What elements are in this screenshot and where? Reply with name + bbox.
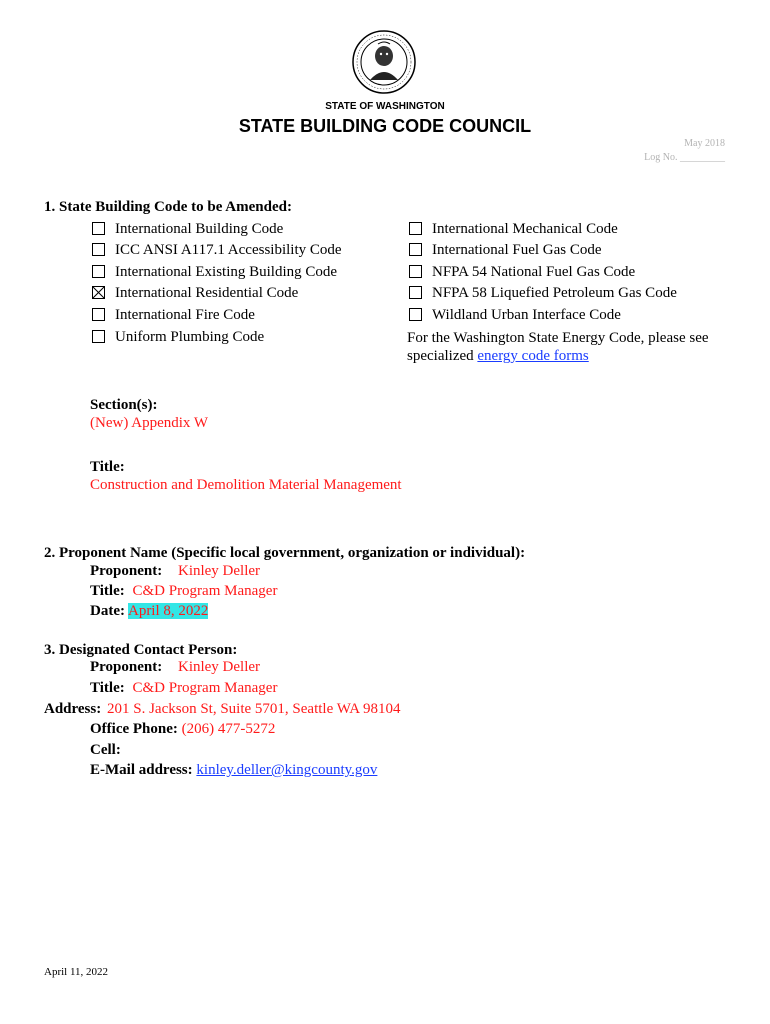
title-value: Construction and Demolition Material Management	[90, 477, 402, 493]
email-row	[90, 761, 377, 779]
contact-title-label: Title:	[90, 680, 125, 696]
energy-note-prefix: specialized	[407, 348, 478, 364]
checkbox-international-residential-code[interactable]	[92, 286, 105, 299]
list-item[interactable]	[92, 263, 392, 283]
checkbox-nfpa-58-code[interactable]	[409, 286, 422, 299]
checkbox-uniform-plumbing-code[interactable]	[92, 330, 105, 343]
list-item[interactable]	[92, 241, 392, 261]
code-label: NFPA 58 Liquefied Petroleum Gas Code	[432, 285, 677, 301]
checkbox-international-fuel-gas-code[interactable]	[409, 243, 422, 256]
contact-proponent-value: Kinley Deller	[177, 659, 261, 675]
list-item[interactable]	[409, 263, 729, 283]
footer-date: April 11, 2022	[44, 966, 109, 978]
title-label: Title:	[90, 459, 125, 475]
list-item[interactable]	[92, 220, 392, 240]
checkbox-nfpa-54-code[interactable]	[409, 265, 422, 278]
checkbox-international-building-code[interactable]	[92, 222, 105, 235]
contact-title-value: C&D Program Manager	[132, 680, 278, 696]
list-item[interactable]	[92, 306, 392, 326]
email-link[interactable]: kinley.deller@kingcounty.gov	[196, 762, 378, 778]
proponent-title-row	[90, 582, 277, 600]
section3-heading: 3. Designated Contact Person:	[44, 642, 238, 658]
contact-title-row	[90, 679, 277, 697]
checked-x-icon	[93, 287, 104, 298]
checkbox-wildland-urban-interface-code[interactable]	[409, 308, 422, 321]
energy-note-line2	[407, 347, 589, 365]
section2-heading: 2. Proponent Name (Specific local government, organization or individual):	[44, 545, 526, 561]
sections-value: (New) Appendix W	[90, 415, 209, 431]
list-item[interactable]	[409, 306, 729, 326]
council-title: STATE BUILDING CODE COUNCIL	[238, 116, 532, 136]
energy-code-forms-link[interactable]: energy code forms	[477, 348, 589, 364]
state-name: STATE OF WASHINGTON	[325, 101, 445, 112]
proponent-title-value: C&D Program Manager	[132, 583, 278, 599]
date-value: April 8, 2022	[127, 603, 209, 619]
code-label: Uniform Plumbing Code	[115, 329, 265, 345]
log-number: Log No. _________	[644, 152, 725, 163]
code-label: ICC ANSI A117.1 Accessibility Code	[115, 242, 342, 258]
list-item[interactable]	[92, 284, 392, 304]
proponent-title-label: Title:	[90, 583, 125, 599]
code-label: International Residential Code	[115, 285, 299, 301]
code-label: International Fire Code	[115, 307, 255, 323]
contact-proponent-label: Proponent:	[90, 659, 163, 675]
form-date: May 2018	[684, 138, 725, 149]
code-label: International Building Code	[115, 221, 284, 237]
list-item[interactable]	[409, 241, 729, 261]
cell-label: Cell:	[90, 742, 121, 758]
code-label: Wildland Urban Interface Code	[432, 307, 621, 323]
code-label: NFPA 54 National Fuel Gas Code	[432, 264, 636, 280]
washington-state-seal	[352, 30, 416, 94]
address-value: 201 S. Jackson St, Suite 5701, Seattle WA 98104	[106, 701, 401, 717]
checkbox-international-existing-building-code[interactable]	[92, 265, 105, 278]
section1-heading: 1. State Building Code to be Amended:	[44, 199, 292, 215]
code-label: International Mechanical Code	[432, 221, 618, 237]
proponent-row	[90, 562, 260, 580]
list-item[interactable]	[92, 328, 392, 348]
phone-value: (206) 477-5272	[181, 721, 276, 737]
address-label: Address:	[44, 701, 102, 717]
date-label: Date:	[90, 603, 125, 619]
email-label: E-Mail address:	[90, 762, 193, 778]
list-item[interactable]	[409, 220, 729, 240]
code-label: International Existing Building Code	[115, 264, 338, 280]
phone-row	[90, 720, 275, 738]
sections-label: Section(s):	[90, 397, 158, 413]
checkbox-international-mechanical-code[interactable]	[409, 222, 422, 235]
phone-label: Office Phone:	[90, 721, 178, 737]
checkbox-icc-ansi-accessibility-code[interactable]	[92, 243, 105, 256]
contact-proponent-row	[90, 658, 260, 676]
list-item[interactable]	[409, 284, 729, 304]
checkbox-international-fire-code[interactable]	[92, 308, 105, 321]
date-row	[90, 602, 208, 620]
code-label: International Fuel Gas Code	[432, 242, 602, 258]
proponent-label: Proponent:	[90, 563, 163, 579]
address-row	[44, 700, 400, 718]
energy-note: For the Washington State Energy Code, please see	[407, 330, 709, 346]
proponent-value: Kinley Deller	[177, 563, 261, 579]
